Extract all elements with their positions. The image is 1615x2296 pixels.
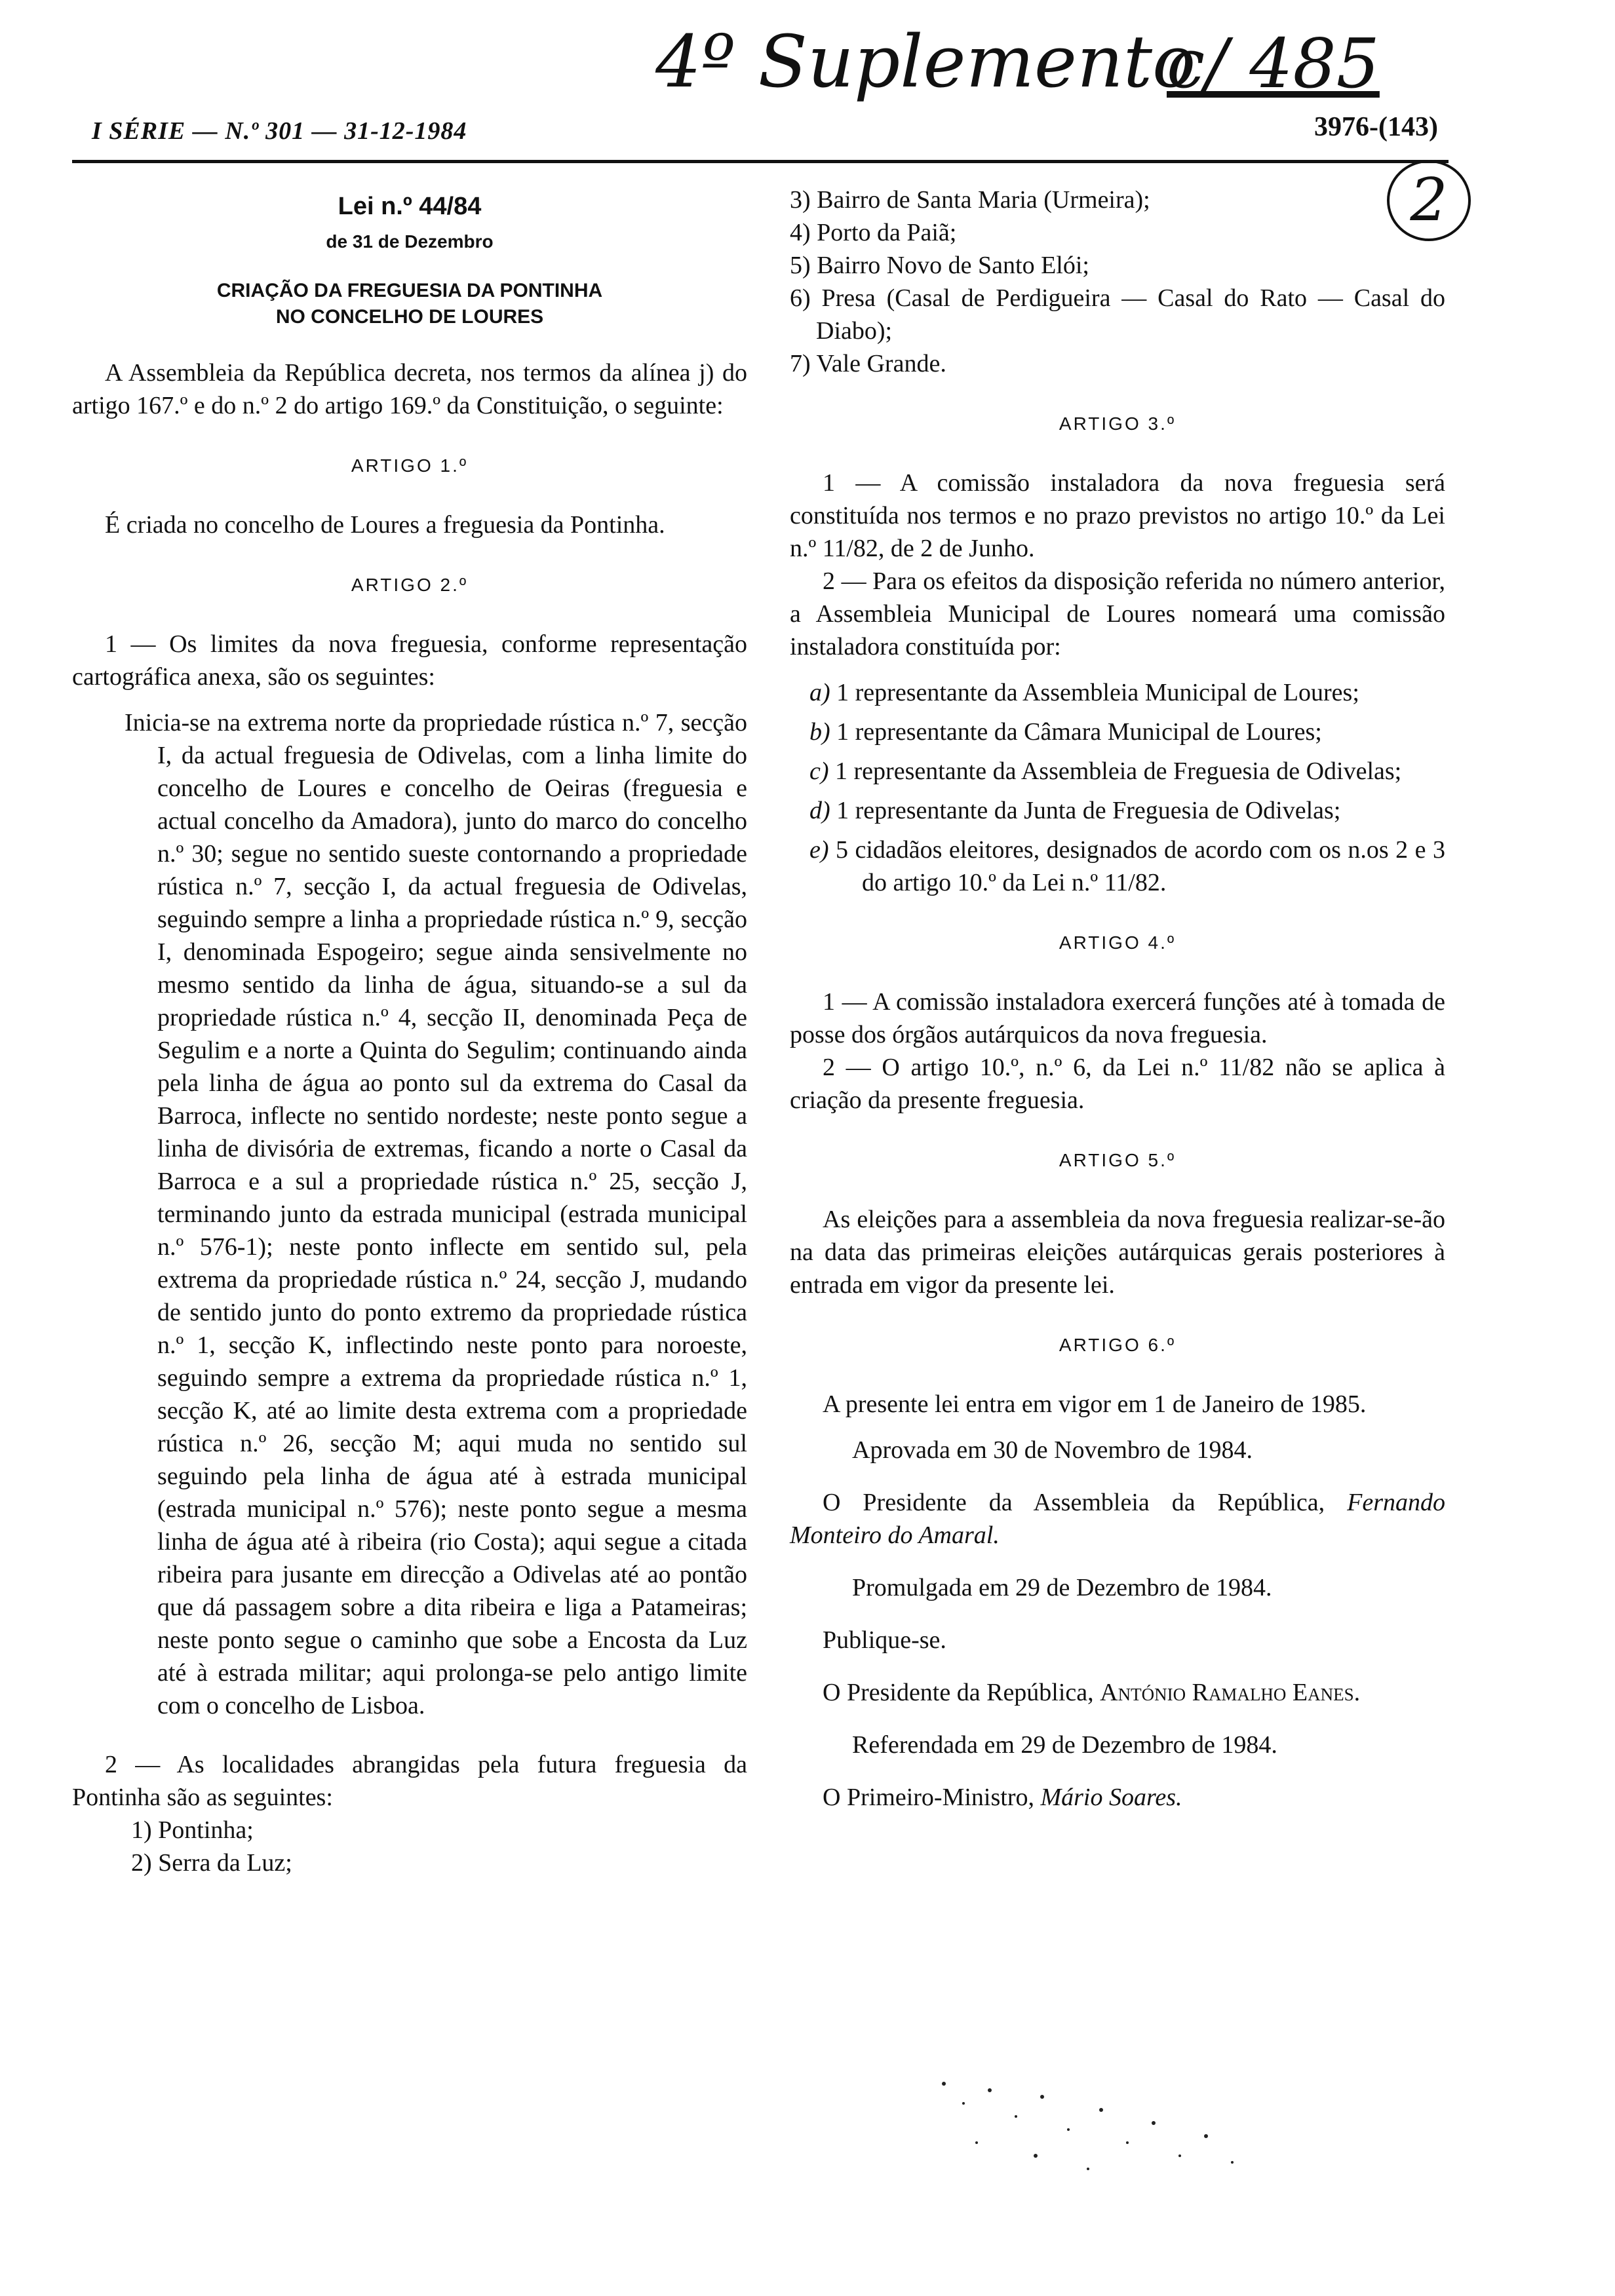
item-text: 1 representante da Junta de Freguesia de Odivelas;: [836, 797, 1341, 824]
item-text: 5 cidadãos eleitores, designados de acordo com os n.os 2 e 3 do artigo 10.º da Lei n.º 11/82.: [836, 836, 1445, 896]
artigo-4-title: ARTIGO 4.º: [1059, 932, 1177, 953]
localidade-item: 7) Vale Grande.: [790, 350, 946, 377]
item-label: e): [809, 836, 829, 864]
artigo-3-item: [790, 755, 1445, 788]
artigo-6-text: A presente lei entra em vigor em 1 de Janeiro de 1985.: [823, 1390, 1367, 1418]
artigo-3-item: [790, 794, 1445, 827]
signature-label: O Presidente da República,: [823, 1679, 1094, 1706]
item-label: b): [809, 718, 830, 746]
item-label: c): [809, 757, 829, 785]
localidade-item: 6) Presa (Casal de Perdigueira — Casal do Rato — Casal do Diabo);: [790, 284, 1445, 345]
artigo-3-title: ARTIGO 3.º: [1059, 413, 1177, 434]
signatory-name: Mário Soares.: [1040, 1784, 1182, 1811]
right-column: [790, 183, 1445, 1814]
promulgation-date: Promulgada em 29 de Dezembro de 1984.: [852, 1574, 1272, 1601]
localidade-item: 5) Bairro Novo de Santo Elói;: [790, 252, 1089, 279]
page-number: 3976-(143): [1314, 112, 1438, 142]
artigo-2-paragraph-2: 2 — As localidades abrangidas pela futura freguesia da Pontinha são as seguintes:: [72, 1751, 747, 1811]
localidade-item: 1) Pontinha;: [131, 1816, 254, 1844]
item-text: 1 representante da Assembleia Municipal de Loures;: [836, 679, 1359, 706]
item-text: 1 representante da Câmara Municipal de Loures;: [836, 718, 1322, 746]
signatory-name: Fernando Monteiro do Amaral.: [790, 1489, 1445, 1549]
approval-date: Aprovada em 30 de Novembro de 1984.: [852, 1436, 1253, 1464]
artigo-2-title: ARTIGO 2.º: [351, 575, 469, 595]
artigo-4-paragraph-2: 2 — O artigo 10.º, n.º 6, da Lei n.º 11/82 não se aplica à criação da presente freguesia.: [790, 1054, 1445, 1114]
artigo-3-item: [790, 716, 1445, 748]
artigo-3-item: [790, 676, 1445, 709]
signature-label: O Presidente da Assembleia da República,: [823, 1489, 1325, 1516]
law-date: de 31 de Dezembro: [326, 231, 494, 252]
artigo-2-limits-description: Inicia-se na extrema norte da propriedade rústica n.º 7, secção I, da actual freguesia de Odivelas, com a linha limite do concelho de Loures e concelho de Oeiras (freguesia e actual concelho da Amadora), junto do marco do concelho n.º 30; segue no sentido sueste contornando a propriedade rústica n.º 7, secção I, da actual freguesia de Odivelas, seguindo sempre a linha a propriedade rústica n.º 9, secção I, denominada Espogeiro; segue ainda sensivelmente no mesmo sentido da linha de água, situando-se a sul da propriedade rústica n.º 4, secção II, denominada Peça de Segulim e a norte a Quinta do Segulim; continuando ainda pela linha de água ao ponto sul da extrema do Casal da Barroca, inflecte no sentido nordeste; neste ponto segue a linha de divisória de extremas, ficando a norte o Casal da Barroca e a sul a propriedade rústica n.º 25, secção J, terminando junto da estrada municipal (estrada municipal n.º 576-1); neste ponto inflecte em sentido sul, pela extrema da propriedade rústica n.º 24, secção J, mudando de sentido junto do ponto extremo da propriedade rústica n.º 1, secção K, inflectindo neste ponto para noroeste, seguindo sempre a extrema da propriedade rústica n.º 1, secção K, até ao limite desta extrema com a propriedade rústica n.º 26, secção M; aqui muda no sentido sul seguindo pela linha de água até à estrada municipal (estrada municipal n.º 576); neste ponto segue a mesma linha de água até à ribeira (rio Costa); aqui segue a citada ribeira para jusante em direcção a Odivelas até ao pontão que dá passagem sobre a dita ribeira e liga a Patameiras; neste ponto segue o caminho que sobe a Encosta da Luz até à estrada militar; aqui prolonga-se pelo antigo limite com o concelho de Lisboa.: [125, 709, 747, 1719]
scan-noise-speckles: [905, 2057, 1272, 2189]
signatory-name: António Ramalho Eanes.: [1100, 1679, 1361, 1706]
header-rule: [72, 160, 1449, 163]
referendum-date: Referendada em 29 de Dezembro de 1984.: [852, 1731, 1277, 1759]
artigo-6-title: ARTIGO 6.º: [1059, 1335, 1177, 1355]
artigo-4-paragraph-1: 1 — A comissão instaladora exercerá funções até à tomada de posse dos órgãos autárquicos da nova freguesia.: [790, 988, 1445, 1048]
law-heading-line-1: CRIAÇÃO DA FREGUESIA DA PONTINHA: [216, 280, 603, 301]
artigo-5-text: As eleições para a assembleia da nova freguesia realizar-se-ão na data das primeiras eleições autárquicas gerais posteriores à entrada em vigor da presente lei.: [790, 1206, 1445, 1299]
publication-order: Publique-se.: [823, 1626, 946, 1654]
artigo-5-title: ARTIGO 5.º: [1059, 1150, 1177, 1170]
law-title: Lei n.º 44/84: [338, 193, 482, 220]
handwritten-reference-note: c/ 485: [1167, 24, 1380, 104]
left-column: [72, 183, 747, 1879]
localidade-item: 4) Porto da Paiã;: [790, 219, 957, 246]
artigo-3-item-list: [790, 676, 1445, 899]
artigo-1-title: ARTIGO 1.º: [351, 455, 469, 476]
republic-president-signature: [790, 1676, 1445, 1709]
item-text: 1 representante da Assembleia de Freguesia de Odivelas;: [835, 757, 1402, 785]
artigo-2-paragraph-1: 1 — Os limites da nova freguesia, conforme representação cartográfica anexa, são os seguintes:: [72, 630, 747, 691]
circled-number-text: 2: [1410, 166, 1448, 235]
item-label: a): [809, 679, 830, 706]
assembly-president-signature: [790, 1486, 1445, 1552]
localidade-item: 3) Bairro de Santa Maria (Urmeira);: [790, 186, 1150, 214]
localidade-item: 2) Serra da Luz;: [131, 1849, 292, 1877]
preamble: A Assembleia da República decreta, nos termos da alínea j) do artigo 167.º e do n.º 2 do artigo 169.º da Constituição, o seguinte:: [72, 359, 747, 419]
artigo-3-item: [790, 833, 1445, 899]
prime-minister-signature: [790, 1781, 1445, 1814]
signature-label: O Primeiro-Ministro,: [823, 1784, 1034, 1811]
artigo-3-paragraph-1: 1 — A comissão instaladora da nova freguesia será constituída nos termos e no prazo previstos no artigo 10.º da Lei n.º 11/82, de 2 de Junho.: [790, 469, 1445, 562]
item-label: d): [809, 797, 830, 824]
series-header: I SÉRIE — N.º 301 — 31-12-1984: [92, 117, 467, 145]
artigo-1-text: É criada no concelho de Loures a freguesia da Pontinha.: [105, 511, 665, 539]
artigo-3-paragraph-2: 2 — Para os efeitos da disposição referida no número anterior, a Assembleia Municipal de Loures nomeará uma comissão instaladora constituída por:: [790, 567, 1445, 660]
handwritten-supplement-note: 4º Suplemento: [655, 20, 1196, 104]
law-heading-line-2: NO CONCELHO DE LOURES: [275, 306, 544, 328]
